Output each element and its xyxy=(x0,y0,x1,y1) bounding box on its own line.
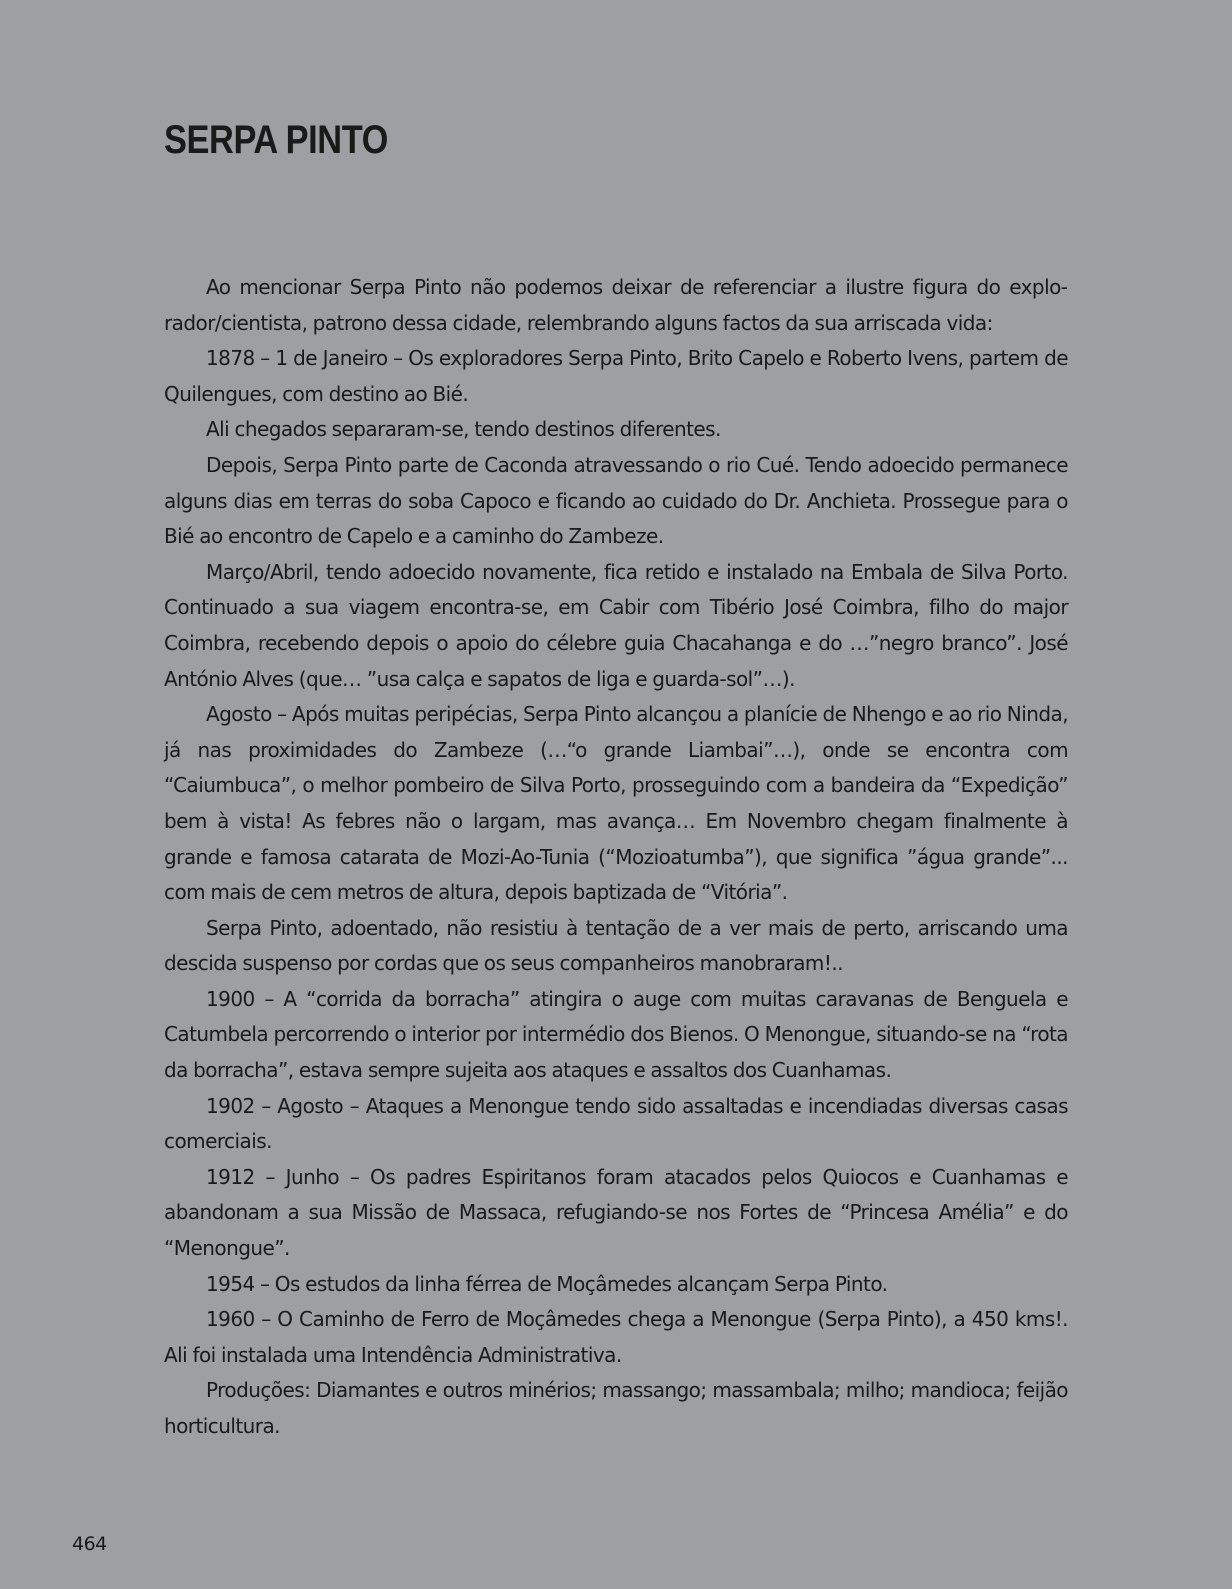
paragraph: 1900 – A “corrida da borracha” atingira o auge com muitas caravanas de Benguela e Catumbela percorrendo o interior por intermédio dos Bienos. O Menongue, situando-se na “rota da borracha”, estava sempre sujeita aos ataques e assaltos dos Cuanhamas. xyxy=(164,986,1068,1083)
paragraph: 1954 – Os estudos da linha férrea de Moçâmedes alcançam Serpa Pinto. xyxy=(206,1271,888,1296)
paragraph: 1960 – O Caminho de Ferro de Moçâmedes chega a Menongue (Serpa Pinto), a 450 kms!. Ali foi instalada uma Intendência Administrativa. xyxy=(164,1307,1068,1367)
paragraph: Ao mencionar Serpa Pinto não podemos deixar de referenciar a ilustre figura do explorador/cientista, patrono dessa cidade, relembrando alguns factos da sua arriscada vida: xyxy=(164,275,1068,335)
paragraph: Depois, Serpa Pinto parte de Caconda atravessando o rio Cué. Tendo adoecido permanece alguns dias em terras do soba Capoco e ficando ao cuidado do Dr. Anchieta. Prossegue para o Bié ao encontro de Capelo e a caminho do Zambeze. xyxy=(164,452,1068,549)
paragraph: Produções: Diamantes e outros minérios; massango; massambala; milho; mandioca; feijão horticultura. xyxy=(164,1378,1068,1438)
paragraph: 1878 – 1 de Janeiro – Os exploradores Serpa Pinto, Brito Capelo e Roberto Ivens, partem de Quilengues, com destino ao Bié. xyxy=(164,346,1068,406)
paragraph: Março/Abril, tendo adoecido novamente, fica retido e instalado na Embala de Silva Porto. Continuado a sua viagem encontra-se, em Cabir com Tibério José Coimbra, filho do major Coimbra, recebendo depois o apoio do célebre guia Chacahanga e do …”negro branco”. José António Alves (que… ”usa calça e sapatos de liga e guarda-sol”…). xyxy=(164,559,1068,691)
paragraph: Serpa Pinto, adoentado, não resistiu à tentação de a ver mais de perto, arriscando uma descida suspenso por cordas que os seus companheiros manobraram!.. xyxy=(164,915,1068,976)
article-body xyxy=(164,270,1068,1445)
paragraph: 1912 – Junho – Os padres Espiritanos foram atacados pelos Quiocos e Cuanhamas e abandonam a sua Missão de Massaca, refugiando-se nos Fortes de “Princesa Amélia” e do “Menongue”. xyxy=(164,1164,1068,1261)
paragraph: Agosto – Após muitas peripécias, Serpa Pinto alcançou a planície de Nhengo e ao rio Ninda, já nas proximidades do Zambeze (…“o grande Liambai”…), onde se encontra com “Caiumbuca”, o melhor pombeiro de Silva Porto, prosseguindo com a bandeira da “Expedição” bem à vista! As febres não o largam, mas avança… Em Novembro chegam finalmente à grande e famosa catarata de Mozi-Ao-Tunia (“Mozioatumba”), que significa ”água grande”... com mais de cem metros de altura, depois baptizada de “Vitória”. xyxy=(164,702,1068,905)
paragraph: Ali chegados separaram-se, tendo destinos diferentes. xyxy=(206,417,721,442)
page-title: SERPA PINTO xyxy=(164,118,389,162)
paragraph: 1902 – Agosto – Ataques a Menongue tendo sido assaltadas e incendiadas diversas casas comerciais. xyxy=(164,1093,1068,1154)
page-number: 464 xyxy=(72,1533,107,1555)
